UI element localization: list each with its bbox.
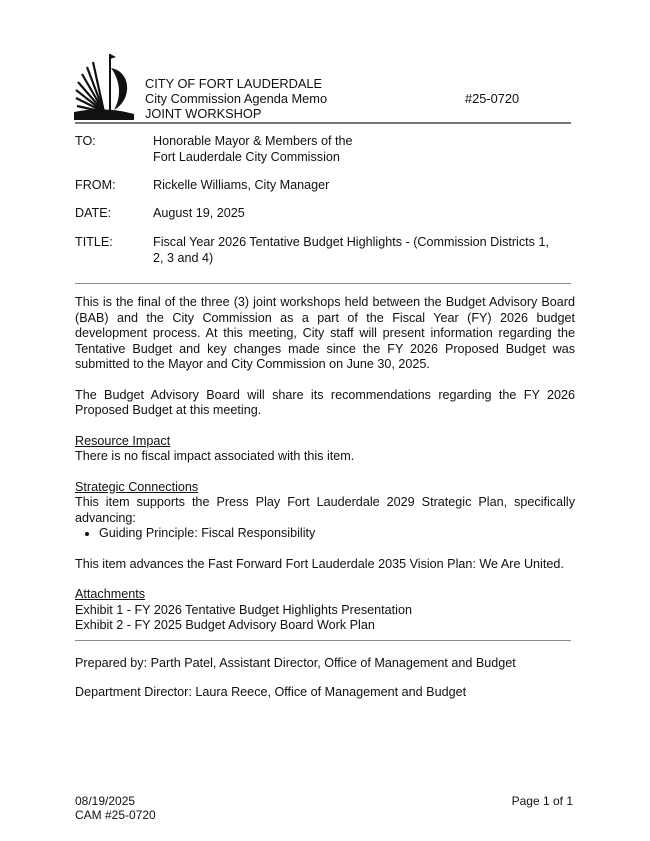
title-value [153,235,549,266]
attachment-exhibit-2: Exhibit 2 - FY 2025 Budget Advisory Board Work Plan [75,618,375,632]
title-line-1: Fiscal Year 2026 Tentative Budget Highlights - (Commission Districts 1, [153,235,549,249]
fields-divider [75,283,571,284]
from-value: Rickelle Williams, City Manager [153,178,330,192]
strategic-list [75,526,575,542]
to-line-2: Fort Lauderdale City Commission [153,149,340,164]
department-director: Department Director: Laura Reece, Office of Management and Budget [75,685,467,699]
memo-number: #25-0720 [465,91,520,106]
from-label: FROM: [75,178,116,192]
page-number: Page 1 of 1 [511,794,573,808]
footer-cam: CAM #25-0720 [75,808,156,822]
intro-paragraph: This is the final of the three (3) joint workshops held between the Budget Advisory Board (BAB) and the City Commission as a part of the Fiscal Year (FY) 2026 budget development process. At this meeting, City staff will present information regarding the Tentative Budget and key changes made since the FY 2026 Proposed Budget was submitted to the Mayor and City Commission on June 30, 2025. [75,295,575,371]
to-value [153,134,353,165]
memo-header [145,76,327,121]
attachments-heading: Attachments [75,587,145,601]
title-line-2: 2, 3 and 4) [153,250,214,265]
title-label: TITLE: [75,235,113,249]
city-name: CITY OF FORT LAUDERDALE [145,76,323,91]
body-divider [75,640,571,641]
strategic-connections-heading: Strategic Connections [75,479,199,494]
footer-date: 08/19/2025 [75,794,136,808]
date-value: August 19, 2025 [153,206,245,220]
memo-type: City Commission Agenda Memo [145,91,328,106]
recommendation-paragraph: The Budget Advisory Board will share its recommendations regarding the FY 2026 Proposed Budget at this meeting. [75,387,575,417]
vision-plan-text: This item advances the Fast Forward Fort Lauderdale 2035 Vision Plan: We Are United. [75,556,564,571]
strategic-connections-text: This item supports the Press Play Fort Lauderdale 2029 Strategic Plan, specifically advancing: [75,495,575,525]
resource-impact-text: There is no fiscal impact associated with this item. [75,449,355,463]
attachment-exhibit-1: Exhibit 1 - FY 2026 Tentative Budget Highlights Presentation [75,602,412,617]
to-label: TO: [75,134,96,148]
memo-body [75,295,575,634]
footer-left [75,794,156,822]
to-line-1: Honorable Mayor & Members of the [153,134,353,148]
date-label: DATE: [75,206,112,220]
prepared-by: Prepared by: Parth Patel, Assistant Director, Office of Management and Budget [75,656,516,670]
header-divider [75,122,571,124]
city-logo [74,50,136,120]
resource-impact-heading: Resource Impact [75,433,171,448]
strategic-bullet: • Guiding Principle: Fiscal Responsibility [99,526,575,542]
meeting-type: JOINT WORKSHOP [145,106,262,121]
